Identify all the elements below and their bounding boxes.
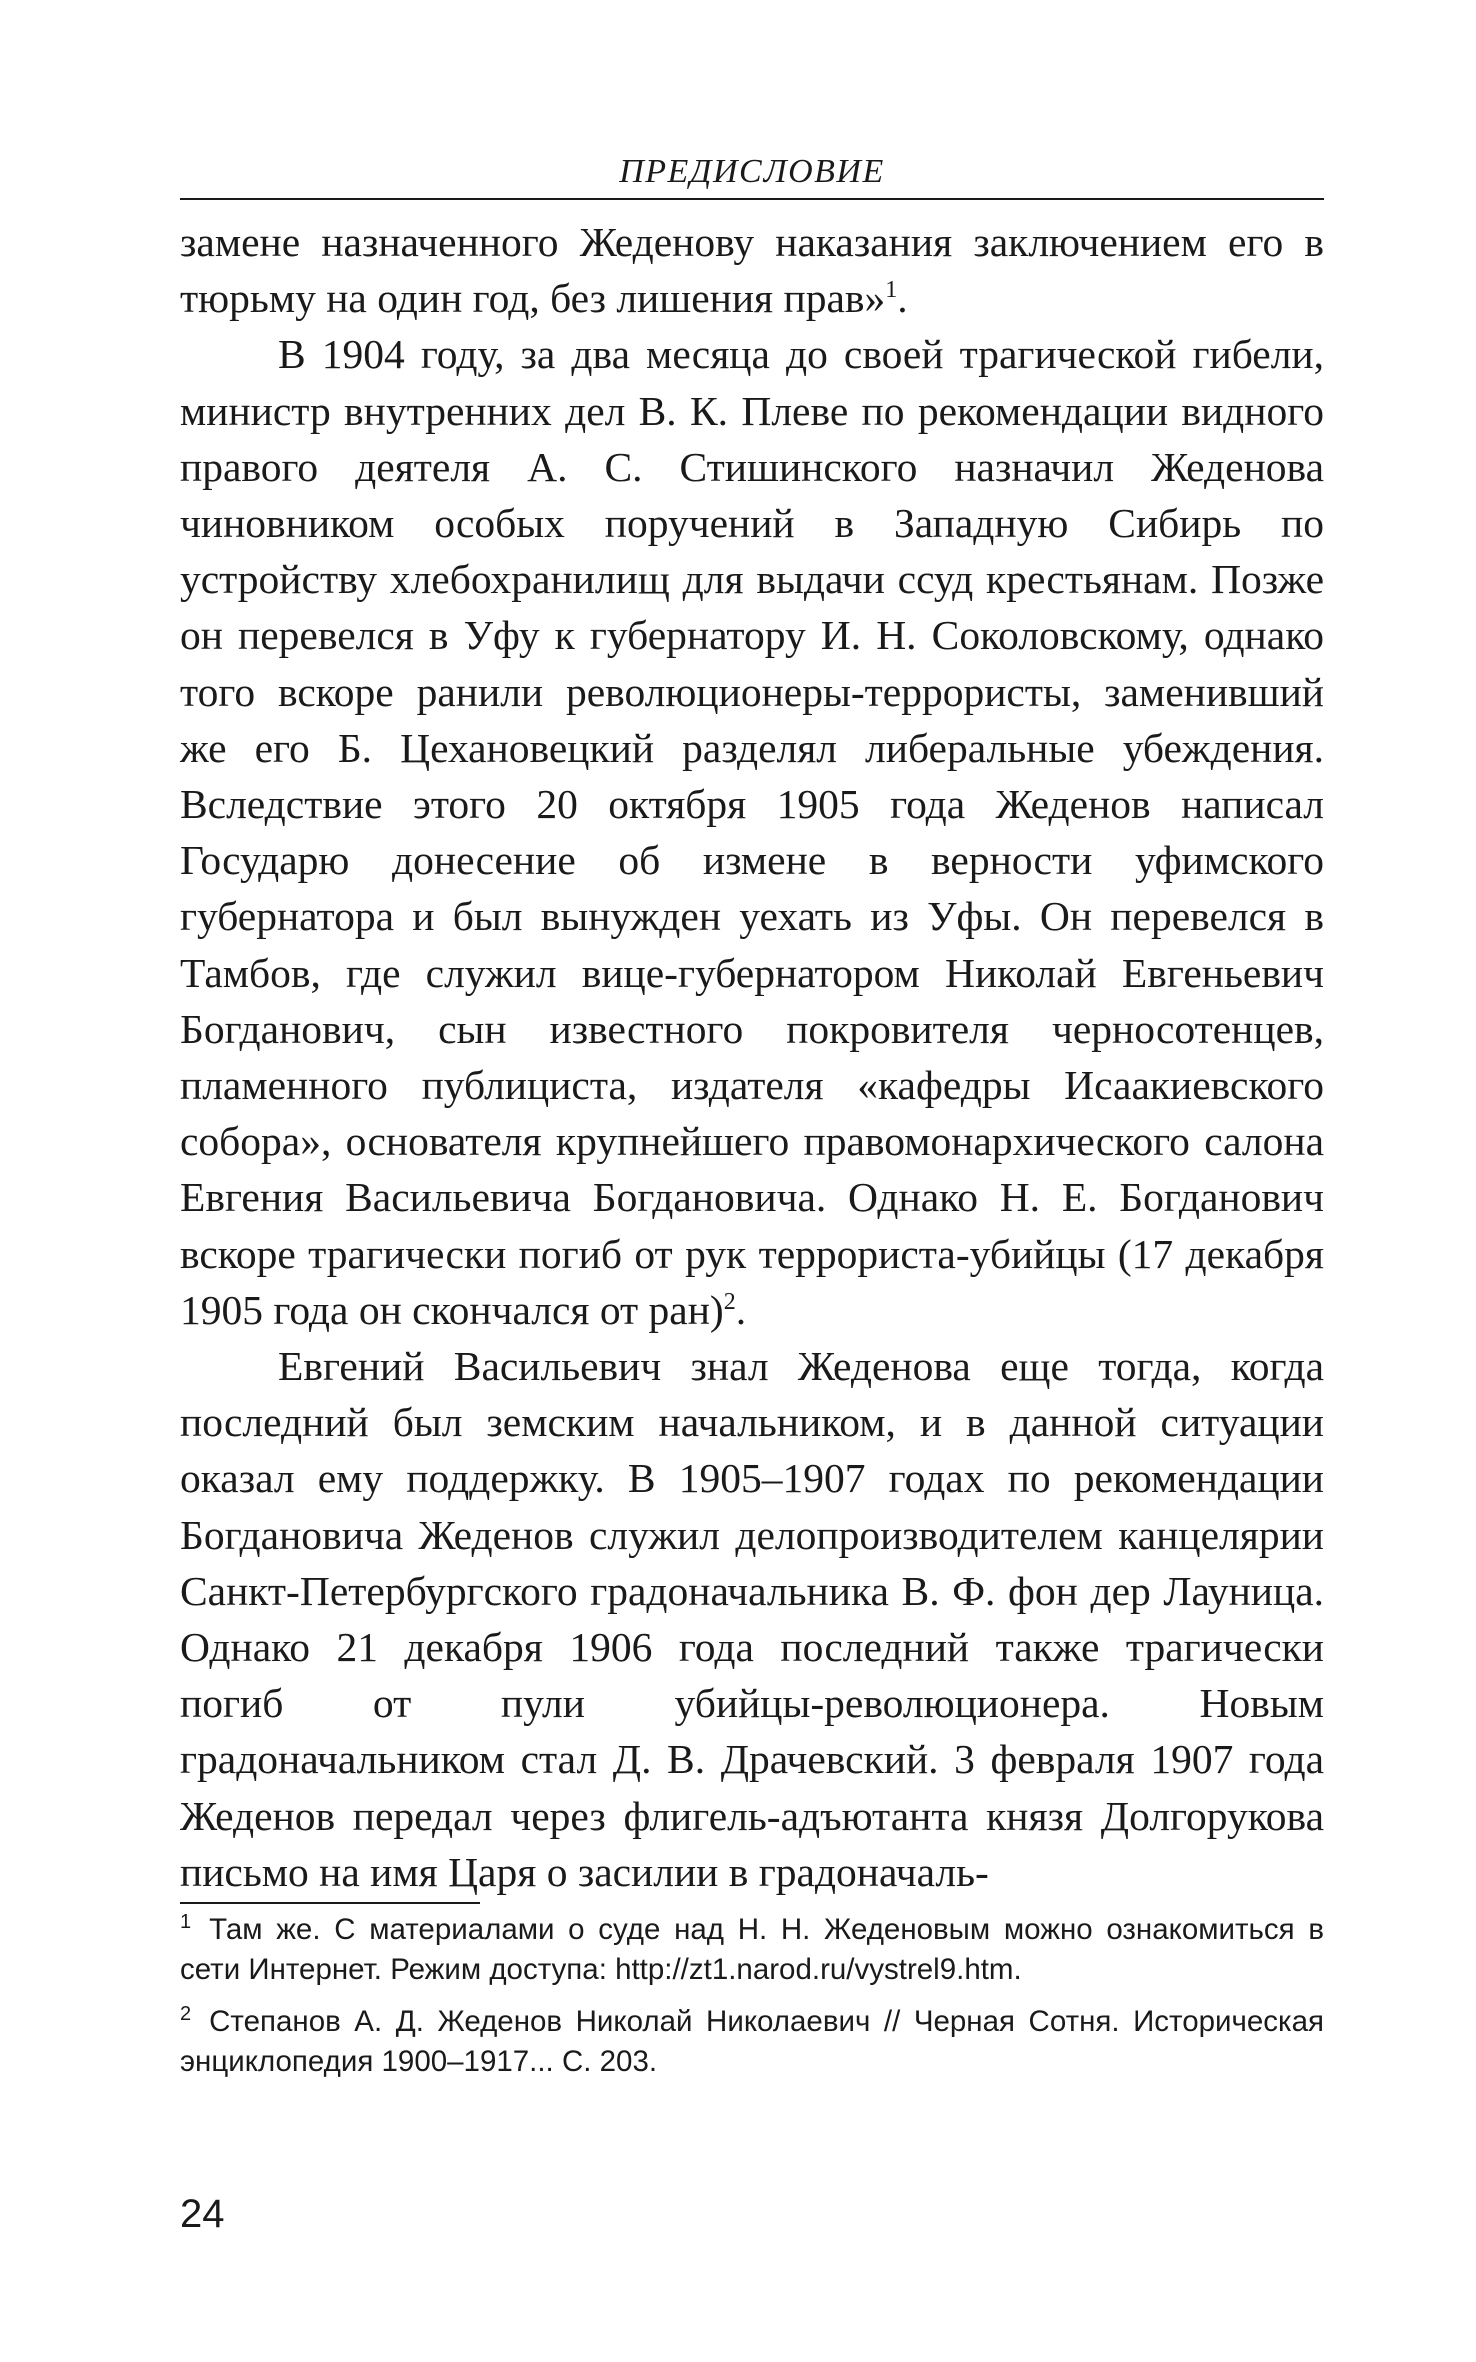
paragraph-text: замене назначенного Жеденову наказания заключением его в тюрьму на один год, без лишения прав» (180, 219, 1324, 322)
footnote (180, 1910, 1324, 1990)
footnote-mark: 2 (180, 2003, 192, 2026)
paragraph (180, 1338, 1324, 1900)
footnote-reference[interactable]: 1 (885, 277, 898, 304)
footnote-text: Там же. С материалами о суде над Н. Н. Жеденовым можно ознакомиться в сети Интернет. Режим доступа: http://zt1.narod.ru/vystrel9.htm. (180, 1913, 1324, 1987)
footnote-rule (180, 1902, 480, 1904)
main-text (180, 214, 1324, 1900)
book-page (180, 150, 1324, 2094)
footnotes (180, 1910, 1324, 2082)
paragraph-text: В 1904 году, за два месяца до своей трагической гибели, министр внутренних дел В. К. Плеве по рекомендации видного правого деятеля А. С. Стишинского назначил Жеденова чиновником особых поручений в Западную Сибирь по устройству хлебохранилищ для выдачи ссуд крестьянам. Позже он перевелся в Уфу к губернатору И. Н. Соколовскому, однако того вскоре ранили революционеры-террористы, заменивший же его Б. Цехановецкий разделял либеральные убеждения. Вследствие этого 20 октября 1905 года Жеденов написал Государю донесение об измене в верности уфимского губернатора и был вынужден уехать из Уфы. Он перевелся в Тамбов, где служил вице-губернатором Николай Евгеньевич Богданович, сын известного покровителя черносотенцев, пламенного публициста, издателя «кафедры Исаакиевского собора», основателя крупнейшего правомонархического салона Евгения Васильевича Богдановича. Однако Н. Е. Богданович вскоре трагически погиб от рук террориста-убийцы (17 декабря 1905 года он скончался от ран) (180, 331, 1324, 1333)
footnote-mark: 1 (180, 1911, 192, 1934)
footnote-text: Степанов А. Д. Жеденов Николай Николаевич // Черная Сотня. Историческая энциклопедия 1900–1917... С. 203. (180, 2005, 1324, 2079)
paragraph-tail: . (897, 275, 908, 322)
footnote (180, 2002, 1324, 2082)
paragraph-text: Евгений Васильевич знал Жеденова еще тогда, когда последний был земским начальником, и в данной ситуации оказал ему поддержку. В 1905–1907 годах по рекомендации Богдановича Жеденов служил делопроизводителем канцелярии Санкт-Петербургского градоначальника В. Ф. фон дер Лауница. Однако 21 декабря 1906 года последний также трагически погиб от пули убийцы-революционера. Новым градоначальником стал Д. В. Драчевский. 3 февраля 1907 года Жеденов передал через флигель-адъютанта князя Долгорукова письмо на имя Царя о засилии в градоначаль- (180, 1343, 1324, 1895)
paragraph (180, 326, 1324, 1338)
footnote-reference[interactable]: 2 (723, 1289, 736, 1316)
header-rule (180, 198, 1324, 200)
paragraph-continuation (180, 214, 1324, 326)
page-number: 24 (180, 2192, 225, 2236)
paragraph-tail: . (735, 1286, 747, 1333)
running-head: ПРЕДИСЛОВИЕ (619, 153, 885, 190)
